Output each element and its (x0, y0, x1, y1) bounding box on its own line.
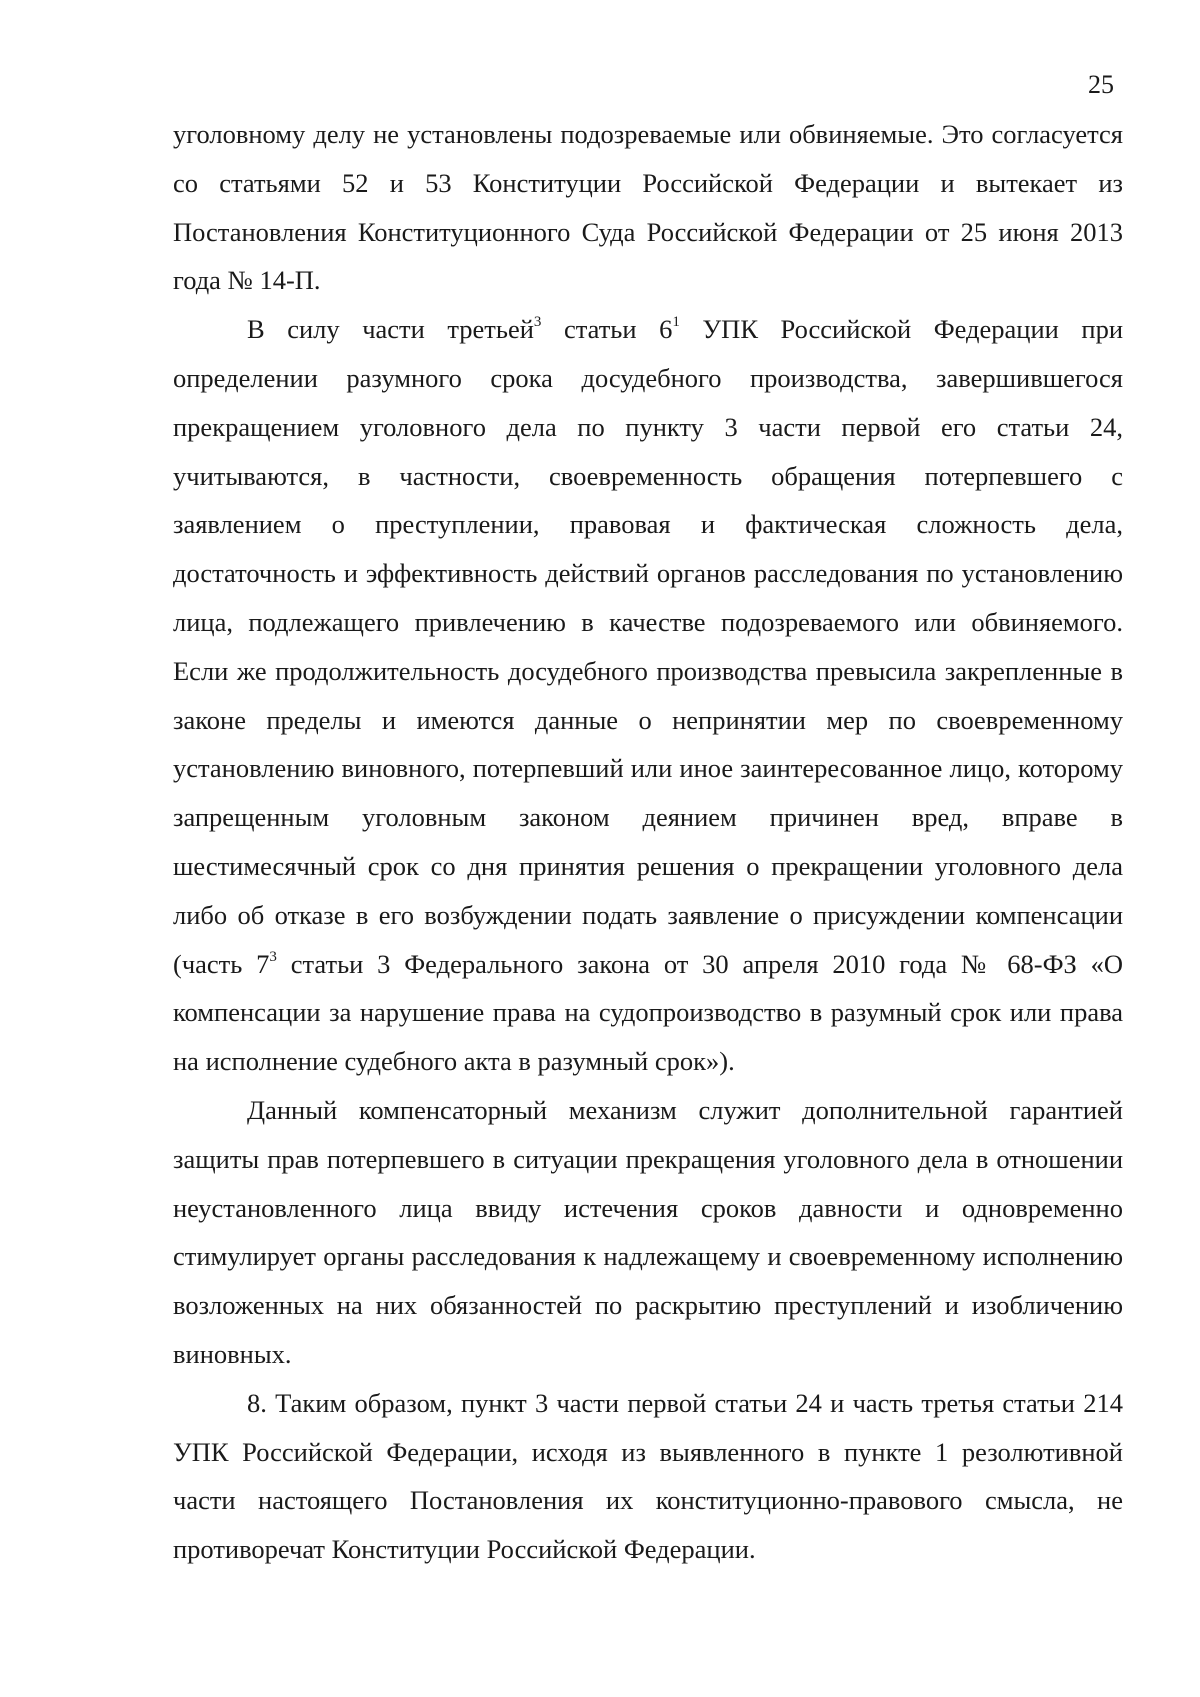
paragraph-compensation-mechanism: Данный компенсаторный механизм служит дополнительной гарантией защиты прав потерпевшего в ситуации прекращения уголовного дела в отношении неустановленного лица ввиду истечения сроков давности и одновременно стимулирует органы расследования к надлежащему и своевременному исполнению возложенных на них обязанностей по раскрытию преступлений и изобличению виновных. (173, 1094, 1123, 1369)
superscript-marker: 1 (672, 314, 680, 331)
paragraph-text-segment: статьи 3 Федерального закона от 30 апреля 2010 года № 68-ФЗ «О компенсации за нарушение права на судопроизводство в разумный срок или права на исполнение судебного акта в разумный срок»). (173, 948, 1123, 1077)
paragraph-continuation: уголовному делу не установлены подозреваемые или обвиняемые. Это согласуется со статьями 52 и 53 Конституции Российской Федерации и вытекает из Постановления Конституционного Суда Российской Федерации от 25 июня 2013 года № 14-П. (173, 119, 1123, 296)
superscript-marker: 3 (533, 314, 542, 331)
paragraph-text-segment: В силу части третьей (247, 314, 534, 345)
paragraph-reasonable-term (173, 305, 1123, 1086)
paragraph-conclusion: 8. Таким образом, пункт 3 части первой статьи 24 и часть третья статьи 214 УПК Российской Федерации, исходя из выявленного в пункте 1 резолютивной части настоящего Постановления их конституционно-правового смысла, не противоречат Конституции Российской Федерации. (173, 1387, 1123, 1565)
document-body (173, 110, 1123, 1574)
paragraph-text-segment: статьи 6 (541, 314, 673, 345)
superscript-marker: 3 (269, 948, 277, 965)
page-number: 25 (1088, 70, 1114, 99)
paragraph-text-segment: УПК Российской Федерации при определении разумного срока досудебного производства, завершившегося прекращением уголовного дела по пункту 3 части первой его статьи 24, учитываются, в частности, своевременность обращения потерпевшего с заявлением о преступлении, правовая и фактическая сложность дела, достаточность и эффективность действий органов расследования по установлению лица, подлежащего привлечению в качестве подозреваемого или обвиняемого. Если же продолжительность досудебного производства превысила закрепленные в законе пределы и имеются данные о непринятии мер по своевременному установлению виновного, потерпевший или иное заинтересованное лицо, которому запрещенным уголовным законом деянием причинен вред, вправе в шестимесячный срок со дня принятия решения о прекращении уголовного дела либо об отказе в его возбуждении подать заявление о присуждении компенсации (часть 7 (173, 314, 1124, 979)
